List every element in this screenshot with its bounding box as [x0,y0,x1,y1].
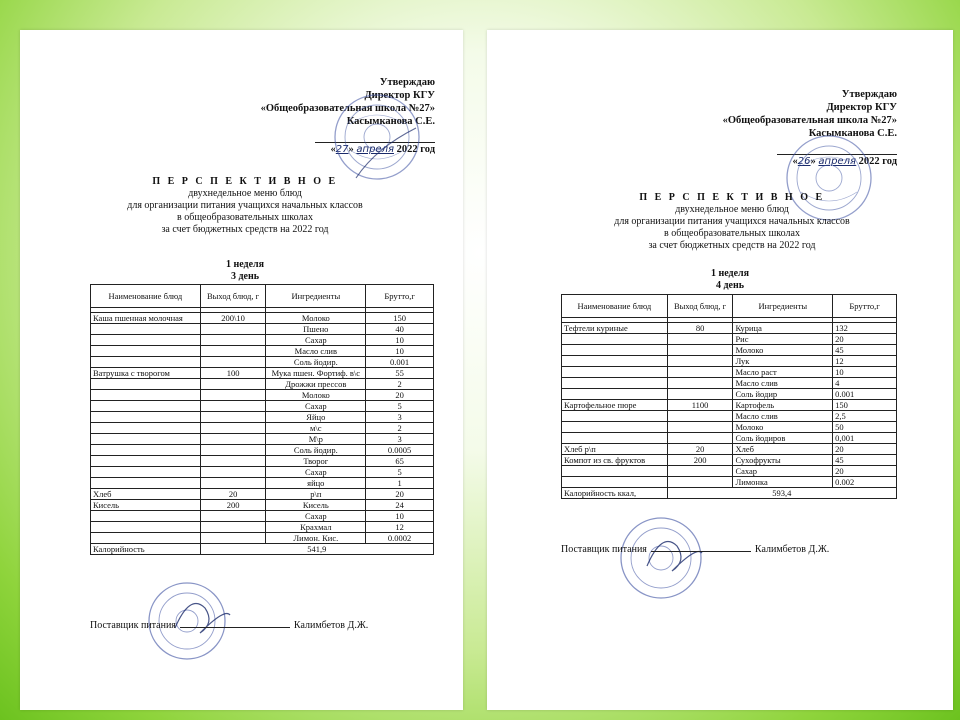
dish-cell [91,357,201,368]
calorie-value: 541,9 [200,544,433,555]
yield-cell [200,478,266,489]
table-row [562,400,897,411]
ingredient-cell: Соль йодиров [733,433,833,444]
dish-cell [562,477,668,488]
supplier-signature [90,620,368,631]
table-row [91,368,434,379]
table-row [562,411,897,422]
table-row [562,378,897,389]
approval-line: Утверждаю [841,89,897,100]
heading-line: для организации питания учащихся начальных классов [127,200,363,211]
heading-title: П Е Р С П Е К Т И В Н О Е [639,192,825,203]
dish-cell: Хлеб [91,489,201,500]
heading-line: в общеобразовательных школах [664,228,800,239]
column-header-dish: Наименование блюд [91,285,201,308]
dish-cell: Компот из св. фруктов [562,455,668,466]
table-header-row [562,295,897,318]
round-stamp-icon [617,514,707,602]
gross-cell: 55 [366,368,434,379]
supplier-signature [561,544,829,555]
ingredient-cell: М\р [266,434,366,445]
table-row [562,356,897,367]
table-row [562,444,897,455]
gross-cell: 2 [366,423,434,434]
table-row [91,434,434,445]
table-row [562,455,897,466]
yield-cell: 100 [200,368,266,379]
dish-cell [91,445,201,456]
table-row [562,345,897,356]
gross-cell: 20 [833,466,897,477]
yield-cell: 200 [200,500,266,511]
table-header-row [91,285,434,308]
week-label: 1 неделя [225,259,265,270]
table-row [91,335,434,346]
ingredient-cell: Сахар [733,466,833,477]
table-row [91,456,434,467]
dish-cell: Каша пшенная молочная [91,313,201,324]
dish-cell [91,533,201,544]
gross-cell: 10 [366,511,434,522]
ingredient-cell: Сахар [266,335,366,346]
dish-cell [562,334,668,345]
supplier-label: Поставщик питания [561,544,647,555]
gross-cell: 12 [833,356,897,367]
ingredient-cell: Крахмал [266,522,366,533]
table-row [562,433,897,444]
calorie-label: Калорийность [91,544,201,555]
yield-cell: 200 [667,455,733,466]
table-row [562,323,897,334]
dish-cell [91,467,201,478]
signature-line [180,627,290,628]
approval-line: «Общеобразовательная школа №27» [260,103,435,114]
heading-line: в общеобразовательных школах [177,212,313,223]
gross-cell: 0.001 [366,357,434,368]
table-row [91,489,434,500]
gross-cell: 20 [366,489,434,500]
day-label: 3 день [230,271,260,282]
table-row [562,466,897,477]
dish-cell [91,522,201,533]
gross-cell: 132 [833,323,897,334]
heading-title: П Е Р С П Е К Т И В Н О Е [152,176,338,187]
ingredient-cell: Творог [266,456,366,467]
supplier-name: Калимбетов Д.Ж. [293,620,369,631]
yield-cell [667,433,733,444]
ingredient-cell: Молоко [733,422,833,433]
dish-cell [562,389,668,400]
supplier-name: Калимбетов Д.Ж. [754,544,830,555]
document-page-day4 [487,30,953,710]
ingredient-cell: Молоко [266,313,366,324]
table-row [562,367,897,378]
gross-cell: 4 [833,378,897,389]
dish-cell [91,335,201,346]
dish-cell [91,379,201,390]
menu-heading [567,192,897,252]
yield-cell [200,511,266,522]
table-row [562,389,897,400]
dish-cell [562,433,668,444]
table-row [91,423,434,434]
approval-line: Директор КГУ [364,90,435,101]
week-day-label [685,268,775,292]
ingredient-cell: Пшено [266,324,366,335]
gross-cell: 2,5 [833,411,897,422]
column-header-ingredients: Ингредиенты [733,295,833,318]
gross-cell: 50 [833,422,897,433]
dish-cell [562,466,668,477]
ingredient-cell: Сухофрукты [733,455,833,466]
calorie-label: Калорийность ккал, [562,488,668,499]
table-row [91,401,434,412]
ingredient-cell: Кисель [266,500,366,511]
dish-cell [91,401,201,412]
dish-cell [91,412,201,423]
supplier-label: Поставщик питания [90,620,176,631]
yield-cell: 1100 [667,400,733,411]
ingredient-cell: Соль йодир. [266,445,366,456]
dish-cell [91,346,201,357]
yield-cell [667,466,733,477]
ingredient-cell: Соль йодир [733,389,833,400]
dish-cell [562,367,668,378]
gross-cell: 5 [366,401,434,412]
column-header-gross: Брутто,г [833,295,897,318]
yield-cell [200,445,266,456]
ingredient-cell: яйцо [266,478,366,489]
calorie-row [562,488,897,499]
table-row [562,334,897,345]
yield-cell [667,477,733,488]
gross-cell: 10 [366,346,434,357]
dish-cell [562,411,668,422]
dish-cell: Картофельное пюре [562,400,668,411]
document-page-day3 [20,30,463,710]
column-header-ingredients: Ингредиенты [266,285,366,308]
ingredient-cell: Масло слив [733,411,833,422]
table-row [91,478,434,489]
gross-cell: 0,001 [833,433,897,444]
approval-line: Касымканова С.Е. [808,128,897,139]
ingredient-cell: Лимон. Кис. [266,533,366,544]
dish-cell [91,423,201,434]
ingredient-cell: Лимонка [733,477,833,488]
column-header-yield: Выход блюд, г [667,295,733,318]
table-row [91,390,434,401]
dish-cell [91,390,201,401]
yield-cell [667,378,733,389]
yield-cell [667,367,733,378]
dish-cell [562,345,668,356]
dish-cell [562,422,668,433]
ingredient-cell: Хлеб [733,444,833,455]
dish-cell: Тефтели куриные [562,323,668,334]
gross-cell: 1 [366,478,434,489]
dish-cell [91,456,201,467]
gross-cell: 0.0005 [366,445,434,456]
yield-cell [667,422,733,433]
table-row [91,533,434,544]
yield-cell [200,434,266,445]
yield-cell [200,346,266,357]
ingredient-cell: Масло слив [266,346,366,357]
gross-cell: 10 [833,367,897,378]
gross-cell: 3 [366,412,434,423]
gross-cell: 0.002 [833,477,897,488]
yield-cell [200,401,266,412]
dish-cell: Хлеб р\п [562,444,668,455]
yield-cell [200,335,266,346]
ingredient-cell: р\п [266,489,366,500]
yield-cell [667,411,733,422]
table-row [91,511,434,522]
approval-date: «27» апреля 2022 год [330,144,435,155]
ingredient-cell: м\с [266,423,366,434]
yield-cell [200,412,266,423]
signature-line [651,551,751,552]
dish-cell: Кисель [91,500,201,511]
approval-line: Касымканова С.Е. [346,116,435,127]
yield-cell: 20 [667,444,733,455]
dish-cell [91,478,201,489]
column-header-yield: Выход блюд, г [200,285,266,308]
yield-cell [200,379,266,390]
yield-cell [200,423,266,434]
gross-cell: 12 [366,522,434,533]
table-row [91,313,434,324]
heading-line: двухнедельное меню блюд [188,188,302,199]
ingredient-cell: Масло раст [733,367,833,378]
menu-table [90,284,434,555]
dish-cell: Ватрушка с творогом [91,368,201,379]
table-row [91,357,434,368]
yield-cell [667,334,733,345]
gross-cell: 45 [833,345,897,356]
gross-cell: 65 [366,456,434,467]
round-stamp-icon [332,92,422,182]
ingredient-cell: Лук [733,356,833,367]
ingredient-cell: Мука пшен. Фортиф. в\с [266,368,366,379]
ingredient-cell: Яйцо [266,412,366,423]
yield-cell [200,324,266,335]
table-row [91,467,434,478]
yield-cell [200,390,266,401]
yield-cell [200,522,266,533]
gross-cell: 20 [833,444,897,455]
yield-cell [667,389,733,400]
table-row [91,412,434,423]
yield-cell [200,467,266,478]
gross-cell: 45 [833,455,897,466]
ingredient-cell: Дрожжи прессов [266,379,366,390]
yield-cell [200,357,266,368]
ingredient-cell: Молоко [266,390,366,401]
column-header-gross: Брутто,г [366,285,434,308]
approval-line: «Общеобразовательная школа №27» [722,115,897,126]
table-row [91,500,434,511]
gross-cell: 0.001 [833,389,897,400]
ingredient-cell: Сахар [266,401,366,412]
week-label: 1 неделя [710,268,750,279]
calorie-row [91,544,434,555]
yield-cell: 80 [667,323,733,334]
week-day-label [200,259,290,283]
table-row [91,522,434,533]
yield-cell [200,456,266,467]
dish-cell [91,324,201,335]
dish-cell [562,378,668,389]
approval-line: Утверждаю [379,77,435,88]
approval-date: «26» апреля 2022 год [792,156,897,167]
ingredient-cell: Сахар [266,467,366,478]
gross-cell: 2 [366,379,434,390]
menu-heading [80,176,410,236]
table-row [562,422,897,433]
table-row [91,324,434,335]
column-header-dish: Наименование блюд [562,295,668,318]
gross-cell: 24 [366,500,434,511]
ingredient-cell: Молоко [733,345,833,356]
heading-line: за счет бюджетных средств на 2022 год [161,224,329,235]
gross-cell: 40 [366,324,434,335]
table-row [91,445,434,456]
gross-cell: 0.0002 [366,533,434,544]
ingredient-cell: Сахар [266,511,366,522]
heading-line: двухнедельное меню блюд [675,204,789,215]
heading-line: для организации питания учащихся начальных классов [614,216,850,227]
ingredient-cell: Курица [733,323,833,334]
calorie-value: 593,4 [667,488,896,499]
approval-line: Директор КГУ [826,102,897,113]
yield-cell: 20 [200,489,266,500]
gross-cell: 150 [833,400,897,411]
dish-cell [91,511,201,522]
heading-line: за счет бюджетных средств на 2022 год [648,240,816,251]
dish-cell [91,434,201,445]
gross-cell: 3 [366,434,434,445]
ingredient-cell: Рис [733,334,833,345]
gross-cell: 20 [366,390,434,401]
yield-cell [667,356,733,367]
dish-cell [562,356,668,367]
yield-cell: 200\10 [200,313,266,324]
yield-cell [667,345,733,356]
gross-cell: 150 [366,313,434,324]
ingredient-cell: Картофель [733,400,833,411]
table-row [91,346,434,357]
table-row [562,477,897,488]
ingredient-cell: Масло слив [733,378,833,389]
ingredient-cell: Соль йодир. [266,357,366,368]
yield-cell [200,533,266,544]
menu-table [561,294,897,499]
gross-cell: 20 [833,334,897,345]
day-label: 4 день [715,280,745,291]
gross-cell: 10 [366,335,434,346]
table-row [91,379,434,390]
gross-cell: 5 [366,467,434,478]
